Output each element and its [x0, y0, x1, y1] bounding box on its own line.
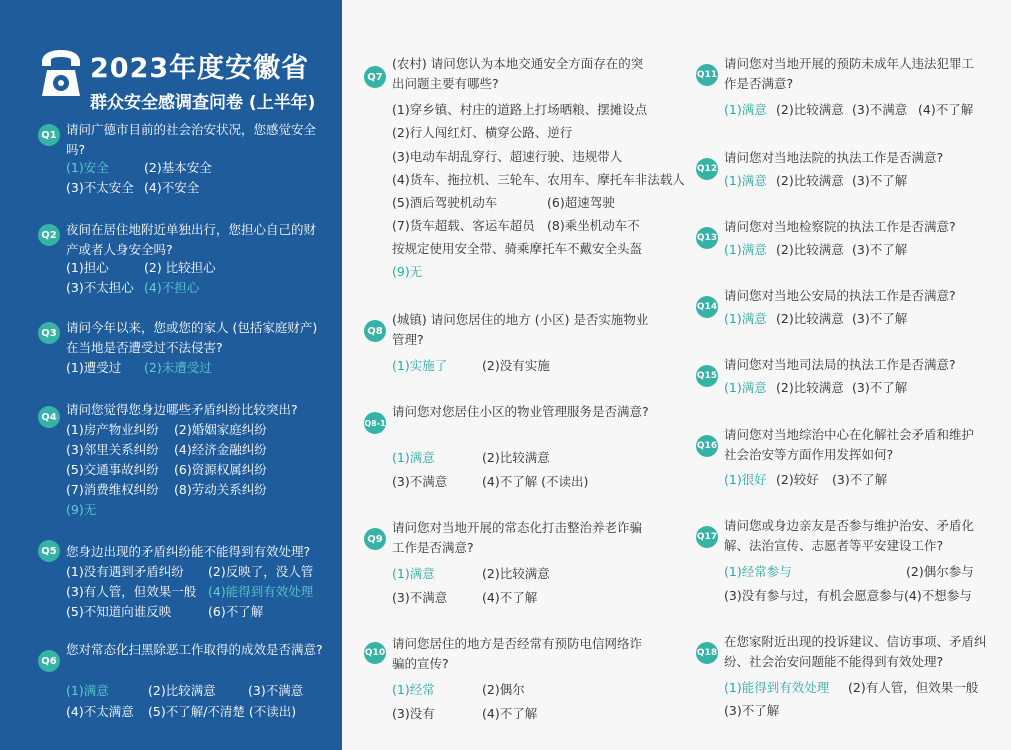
option[interactable]: (2)比较满意 [482, 566, 550, 581]
option[interactable]: (7)货车超载、客运车超员 [392, 218, 535, 233]
option[interactable]: (6)不了解 [208, 604, 264, 619]
option[interactable]: (8)劳动关系纠纷 [174, 482, 267, 497]
question-badge: Q3 [38, 322, 60, 344]
survey-title: 2023年度安徽省 [90, 53, 310, 84]
option[interactable]: (3)不了解 [852, 311, 908, 326]
option-continued: 按规定使用安全带、骑乘摩托车不戴安全头盔 [392, 241, 643, 256]
question-text: 请问今年以来，您或您的家人 (包括家庭财产)在当地是否遭受过不法侵害? [66, 320, 318, 355]
option[interactable]: (1)很好 [724, 472, 767, 487]
question-text: 请问您对当地综治中心在化解社会矛盾和维护社会治安等方面作用发挥如何? [724, 427, 975, 462]
option[interactable]: (5)酒后驾驶机动车 [392, 195, 498, 210]
survey-subtitle: 群众安全感调查问卷 (上半年) [90, 93, 316, 113]
option[interactable]: (3)不了解 [724, 703, 780, 718]
option[interactable]: (8)乘坐机动车不 [547, 218, 640, 233]
option[interactable]: (4)不了解 (不读出) [482, 474, 589, 489]
option[interactable]: (2)有人管，但效果一般 [848, 680, 979, 695]
option[interactable]: (1)满意 [724, 173, 767, 188]
question-text: 请问您对当地法院的执法工作是否满意? [724, 150, 944, 165]
option[interactable]: (3)没有参与过，有机会愿意参与 [724, 588, 905, 603]
question-badge: Q12 [696, 158, 718, 180]
option[interactable]: (3)不太担心 [66, 280, 134, 295]
option[interactable]: (3)电动车胡乱穿行、超速行驶、违规带人 [392, 149, 623, 164]
question-badge: Q10 [364, 642, 386, 664]
option[interactable]: (5)不了解/不清楚 (不读出) [148, 704, 297, 719]
survey-header [38, 44, 338, 114]
option[interactable]: (2)比较满意 [148, 683, 216, 698]
option[interactable]: (2)偶尔 [482, 682, 525, 697]
option[interactable]: (4)不担心 [144, 280, 200, 295]
question-badge: Q13 [696, 227, 718, 249]
question-text: 请问您对当地开展的预防未成年人违法犯罪工作是否满意? [724, 56, 975, 91]
option[interactable]: (4)不了解 [918, 102, 974, 117]
option[interactable]: (6)超速驾驶 [547, 195, 615, 210]
option[interactable]: (5)不知道向谁反映 [66, 604, 172, 619]
question-badge: Q1 [38, 124, 60, 146]
option[interactable]: (1)穿乡镇、村庄的道路上打场晒粮、摆摊设点 [392, 102, 648, 117]
option[interactable]: (1)经常 [392, 682, 435, 697]
option[interactable]: (3)有人管，但效果一般 [66, 584, 197, 599]
option[interactable]: (3)不了解 [852, 173, 908, 188]
option[interactable]: (2)未遭受过 [144, 360, 212, 375]
question-badge: Q9 [364, 528, 386, 550]
question-badge: Q11 [696, 64, 718, 86]
option[interactable]: (5)交通事故纠纷 [66, 462, 159, 477]
question-text: (城镇) 请问您居住的地方 (小区) 是否实施物业管理? [392, 312, 649, 347]
option[interactable]: (2)比较满意 [776, 173, 844, 188]
option[interactable]: (1)满意 [392, 450, 435, 465]
option[interactable]: (6)资源权属纠纷 [174, 462, 267, 477]
question-text: 在您家附近出现的投诉建议、信访事项、矛盾纠纷、社会治安问题能不能得到有效处理? [724, 634, 987, 669]
option[interactable]: (3)不满意 [392, 474, 448, 489]
option[interactable]: (4)不安全 [144, 180, 200, 195]
option[interactable]: (3)不满意 [392, 590, 448, 605]
option[interactable]: (1)安全 [66, 160, 109, 175]
question-text: 请问广德市目前的社会治安状况，您感觉安全吗? [66, 122, 317, 157]
question-badge: Q4 [38, 406, 60, 428]
option[interactable]: (3)没有 [392, 706, 435, 721]
option[interactable]: (4)不想参与 [904, 588, 972, 603]
question-text: 夜间在居住地附近单独出行，您担心自己的财产或者人身安全吗? [66, 222, 317, 257]
question-badge: Q5 [38, 540, 60, 562]
question-badge: Q8-1 [364, 412, 386, 434]
option[interactable]: (2) 比较担心 [144, 260, 216, 275]
question-badge: Q8 [364, 320, 386, 342]
option[interactable]: (3)不了解 [852, 380, 908, 395]
option[interactable]: (2)比较满意 [776, 380, 844, 395]
question-badge: Q14 [696, 296, 718, 318]
option[interactable]: (2)没有实施 [482, 358, 550, 373]
question-text: 您对常态化扫黑除恶工作取得的成效是否满意? [66, 642, 323, 657]
option[interactable]: (3)不太安全 [66, 180, 134, 195]
option[interactable]: (7)消费维权纠纷 [66, 482, 159, 497]
question-text: 请问您对当地司法局的执法工作是否满意? [724, 357, 956, 372]
option[interactable]: (1)能得到有效处理 [724, 680, 830, 695]
option[interactable]: (1)没有遇到矛盾纠纷 [66, 564, 184, 579]
option[interactable]: (1)经常参与 [724, 564, 792, 579]
option[interactable]: (4)经济金融纠纷 [174, 442, 267, 457]
option[interactable]: (9)无 [392, 264, 423, 279]
option[interactable]: (2)比较满意 [776, 242, 844, 257]
question-badge: Q15 [696, 365, 718, 387]
option[interactable]: (1)满意 [724, 102, 767, 117]
question-badge: Q2 [38, 224, 60, 246]
question-text: 请问您对当地检察院的执法工作是否满意? [724, 219, 956, 234]
option[interactable]: (2)较好 [776, 472, 819, 487]
option[interactable]: (2)基本安全 [144, 160, 212, 175]
option[interactable]: (2)比较满意 [482, 450, 550, 465]
question-badge: Q6 [38, 650, 60, 672]
question-text: 请问您对当地开展的常态化打击整治养老诈骗工作是否满意? [392, 520, 643, 555]
option[interactable]: (2)反映了，没人管 [208, 564, 314, 579]
question-text: 请问您对当地公安局的执法工作是否满意? [724, 288, 956, 303]
option[interactable]: (2)比较满意 [776, 102, 844, 117]
option[interactable]: (4)能得到有效处理 [208, 584, 314, 599]
option[interactable]: (1)满意 [724, 380, 767, 395]
option[interactable]: (1)遭受过 [66, 360, 122, 375]
question-badge: Q7 [364, 66, 386, 88]
option[interactable]: (3)不满意 [852, 102, 908, 117]
option[interactable]: (1)满意 [392, 566, 435, 581]
option[interactable]: (1)满意 [66, 683, 109, 698]
question-text: 请问您或身边亲友是否参与维护治安、矛盾化解、法治宣传、志愿者等平安建设工作? [724, 518, 975, 553]
option[interactable]: (2)偶尔参与 [906, 564, 974, 579]
option[interactable]: (1)房产物业纠纷 [66, 422, 159, 437]
option[interactable]: (3)不了解 [832, 472, 888, 487]
option[interactable]: (4)不太满意 [66, 704, 134, 719]
option[interactable]: (2)行人闯红灯、横穿公路、逆行 [392, 125, 573, 140]
option[interactable]: (2)婚姻家庭纠纷 [174, 422, 267, 437]
right-panel [342, 0, 1011, 750]
question-badge: Q17 [696, 526, 718, 548]
option[interactable]: (4)不了解 [482, 590, 538, 605]
option[interactable]: (2)比较满意 [776, 311, 844, 326]
option[interactable]: (4)不了解 [482, 706, 538, 721]
left-panel [0, 0, 342, 750]
option[interactable]: (4)货车、拖拉机、三轮车、农用车、摩托车非法载人 [392, 172, 685, 187]
question-text: 请问您觉得您身边哪些矛盾纠纷比较突出? [66, 402, 298, 417]
question-text: 请问您对您居住小区的物业管理服务是否满意? [392, 404, 649, 419]
option[interactable]: (1)满意 [724, 242, 767, 257]
option[interactable]: (1)满意 [724, 311, 767, 326]
option[interactable]: (3)不满意 [248, 683, 304, 698]
telephone-icon [38, 48, 84, 100]
option[interactable]: (1)担心 [66, 260, 109, 275]
option[interactable]: (3)邻里关系纠纷 [66, 442, 159, 457]
option[interactable]: (1)实施了 [392, 358, 448, 373]
question-text: 请问您居住的地方是否经常有预防电信网络诈骗的宣传? [392, 636, 643, 671]
option[interactable]: (9)无 [66, 502, 97, 517]
question-badge: Q18 [696, 642, 718, 664]
question-badge: Q16 [696, 435, 718, 457]
question-text: 您身边出现的矛盾纠纷能不能得到有效处理? [66, 544, 311, 559]
option[interactable]: (3)不了解 [852, 242, 908, 257]
question-text: (农村) 请问您认为本地交通安全方面存在的突出问题主要有哪些? [392, 56, 644, 91]
